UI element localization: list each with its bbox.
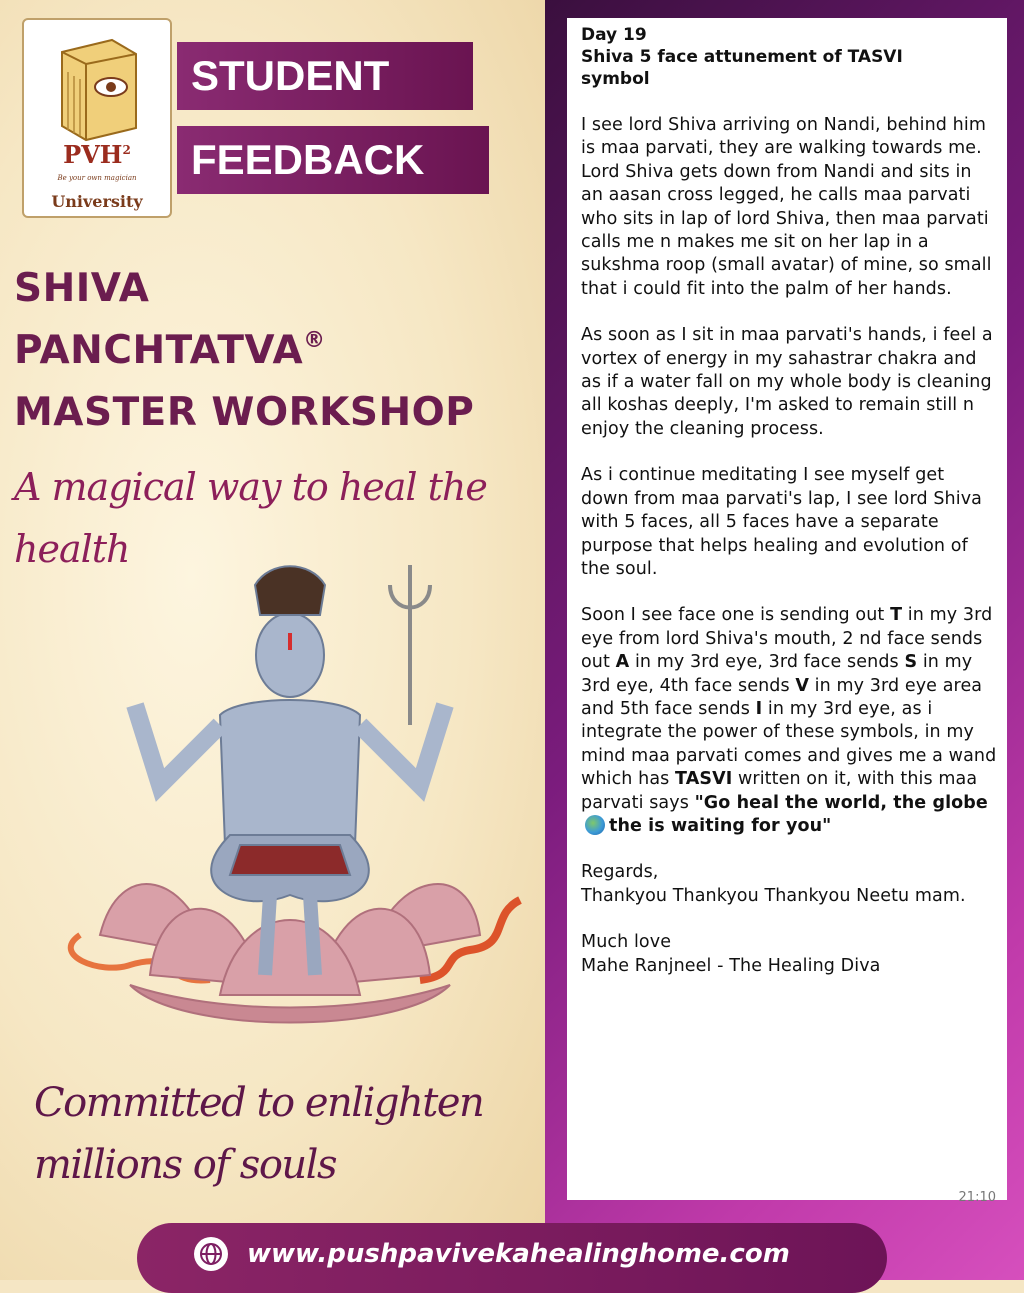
website-link[interactable]: www.pushpavivekahealinghome.com <box>247 1239 790 1269</box>
tagline-line-1: A magical way to heal the <box>14 465 487 509</box>
shiva-lotus-illustration <box>40 555 540 1040</box>
feedback-love: Much love <box>581 932 672 953</box>
feedback-thanks: Thankyou Thankyou Thankyou Neetu mam. <box>581 885 966 906</box>
feedback-subject-line-2: symbol <box>581 69 650 89</box>
feedback-quote: "Go heal the world, the globethe is waiting for you" <box>581 793 988 836</box>
title-line-2: PANCHTATVA® <box>14 328 326 373</box>
globe-icon <box>193 1236 229 1272</box>
feedback-signature: Mahe Ranjneel - The Healing Diva <box>581 955 881 976</box>
book-eye-icon <box>52 32 146 142</box>
feedback-paragraph-4: Soon I see face one is sending out T in my 3rd eye from lord Shiva's mouth, 2 nd face sends out A in my 3rd eye, 3rd face sends S in my 3rd eye, 4th face sends V in my 3rd eye area and 5th face sends I in my 3rd eye, as i integrate the power of these symbols, in my mind maa parvati comes and gives me a wand which has TASVI written on it, with this maa parvati says "Go heal the world, the globethe is waiting for you" <box>581 605 997 836</box>
mission-statement <box>34 1072 534 1196</box>
message-timestamp: 21:10 <box>958 1190 996 1205</box>
feedback-paragraph-2: As soon as I sit in maa parvati's hands, i feel a vortex of energy in my sahastrar chakra and as if a water fall on my whole body is cleaning all koshas deeply, I'm asked to remain still n enjoy the cleaning process. <box>581 325 993 439</box>
feedback-paragraph-1: I see lord Shiva arriving on Nandi, behind him is maa parvati, they are walking towards me. Lord Shiva gets down from Nandi and sits in an aasan cross legged, he calls maa parvati who sits in lap of lord Shiva, then maa parvati calls me n makes me sit on her lap in a sukshma roop (small avatar) of mine, so small that i could fit into the palm of her hands. <box>581 115 992 299</box>
mission-line-1: Committed to enlighten <box>34 1080 484 1126</box>
lotus-petals <box>100 884 480 1022</box>
title-line-1: SHIVA <box>14 266 150 311</box>
logo-tagline: Be your own magician <box>57 174 137 182</box>
title-line-3: MASTER WORKSHOP <box>14 390 475 435</box>
globe-emoji-icon <box>585 815 605 835</box>
pvh-university-logo <box>22 18 172 218</box>
logo-university-label: University <box>51 192 143 211</box>
feedback-day: Day 19 <box>581 25 647 45</box>
feedback-message-card <box>567 18 1007 1200</box>
student-badge: STUDENT <box>177 42 473 110</box>
feedback-subject-line-1: Shiva 5 face attunement of TASVI <box>581 47 903 67</box>
feedback-badge: FEEDBACK <box>177 126 489 194</box>
feedback-closing <box>581 861 997 908</box>
mission-line-2: millions of souls <box>34 1142 336 1188</box>
tagline-line-2: health <box>14 527 130 571</box>
website-footer[interactable] <box>137 1223 887 1293</box>
feedback-signoff <box>581 931 997 978</box>
feedback-regards: Regards, <box>581 862 659 883</box>
workshop-title <box>14 258 544 444</box>
trident-icon <box>390 565 430 725</box>
feedback-paragraph-3: As i continue meditating I see myself get down from maa parvati's lap, I see lord Shiva with 5 faces, all 5 faces have a separate purpose that helps healing and evolution of the soul. <box>581 465 982 579</box>
registered-mark: ® <box>303 328 326 353</box>
logo-mark: PVH$^2$ <box>63 140 131 169</box>
